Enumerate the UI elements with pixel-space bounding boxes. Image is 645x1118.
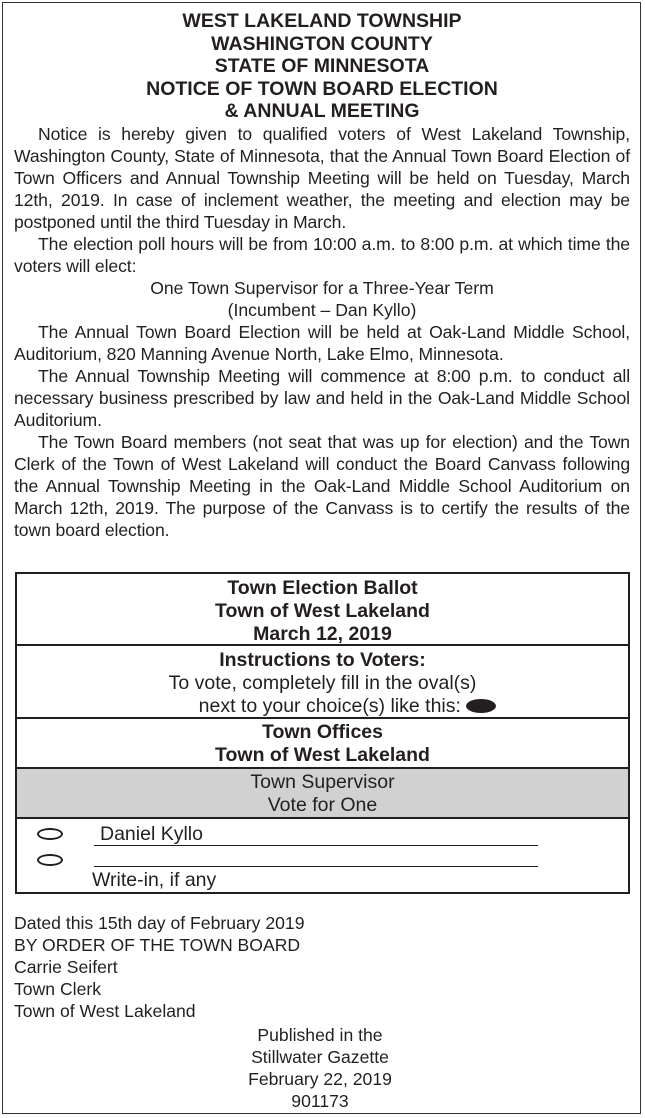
- signature-block: [14, 912, 304, 1022]
- ballot-header: [17, 574, 628, 646]
- filled-oval-icon: [466, 699, 496, 713]
- candidate-oval[interactable]: [37, 828, 63, 840]
- ballot-instructions: [17, 646, 628, 719]
- published-in: Published in the: [257, 1025, 383, 1045]
- offices-heading: Town Offices: [262, 721, 383, 743]
- candidate-list: [17, 819, 628, 889]
- notice-title: [14, 10, 630, 123]
- candidate-name: Daniel Kyllo: [100, 823, 203, 845]
- title-line: NOTICE OF TOWN BOARD ELECTION: [146, 77, 498, 100]
- clerk-title: Town Clerk: [14, 979, 102, 999]
- paragraph-poll-hours: The election poll hours will be from 10:00 a.m. to 8:00 p.m. at which time the voters will elect:: [14, 233, 630, 276]
- ballot-offices: [17, 719, 628, 769]
- instructions-text: To vote, completely fill in the oval(s): [168, 672, 477, 694]
- township-name: Town of West Lakeland: [14, 1001, 196, 1021]
- dated-line: Dated this 15th day of February 2019: [14, 913, 305, 933]
- clerk-name: Carrie Seifert: [14, 957, 118, 977]
- newspaper-name: Stillwater Gazette: [251, 1047, 389, 1067]
- notice-body: [14, 10, 630, 541]
- publication-info: [200, 1024, 440, 1112]
- paragraph-notice: Notice is hereby given to qualified voters of West Lakeland Township, Washington County, State of Minnesota, that the Annual Town Board Election of Town Officers and Annual Township Meeting will be held on Tuesday, March 12th, 2019. In case of inclement weather, the meeting and election may be postponed until the third Tuesday in March.: [14, 123, 630, 232]
- office-line: One Town Supervisor for a Three-Year Term: [150, 277, 494, 298]
- instructions-text: next to your choice(s) like this:: [198, 695, 461, 717]
- offices-town: Town of West Lakeland: [215, 744, 430, 766]
- order-line: BY ORDER OF THE TOWN BOARD: [14, 935, 301, 955]
- title-line: & ANNUAL MEETING: [224, 100, 420, 122]
- title-line: WEST LAKELAND TOWNSHIP: [182, 10, 462, 32]
- race-header: [17, 769, 628, 819]
- ballot-town: Town of West Lakeland: [215, 600, 430, 622]
- candidate-line: [94, 823, 538, 846]
- ballot-title: Town Election Ballot: [227, 577, 418, 599]
- title-line: STATE OF MINNESOTA: [214, 55, 430, 77]
- race-instruction: Vote for One: [267, 794, 378, 816]
- write-in-line[interactable]: [94, 844, 538, 867]
- sample-ballot: [15, 572, 630, 894]
- paragraph-canvass: The Town Board members (not seat that was up for election) and the Town Clerk of the Town of West Lakeland will conduct the Board Canvass following the Annual Township Meeting in the Oak-Land Middle School Auditorium on March 12th, 2019. The purpose of the Canvass is to certify the results of the town board election.: [14, 431, 630, 540]
- incumbent-line: (Incumbent – Dan Kyllo): [227, 299, 417, 320]
- instructions-heading: Instructions to Voters:: [219, 649, 426, 671]
- title-line: WASHINGTON COUNTY: [211, 32, 433, 55]
- ballot-date: March 12, 2019: [253, 623, 392, 645]
- write-in-oval[interactable]: [37, 854, 63, 866]
- notice-id: 901173: [291, 1091, 349, 1111]
- paragraph-location: The Annual Town Board Election will be held at Oak-Land Middle School, Auditorium, 820 Manning Avenue North, Lake Elmo, Minnesota.: [14, 321, 630, 364]
- race-title: Town Supervisor: [250, 771, 395, 793]
- write-in-label: Write-in, if any: [92, 869, 217, 891]
- paragraph-meeting: The Annual Township Meeting will commence at 8:00 p.m. to conduct all necessary business prescribed by law and held in the Oak-Land Middle School Auditorium.: [14, 365, 630, 430]
- publication-date: February 22, 2019: [248, 1069, 392, 1089]
